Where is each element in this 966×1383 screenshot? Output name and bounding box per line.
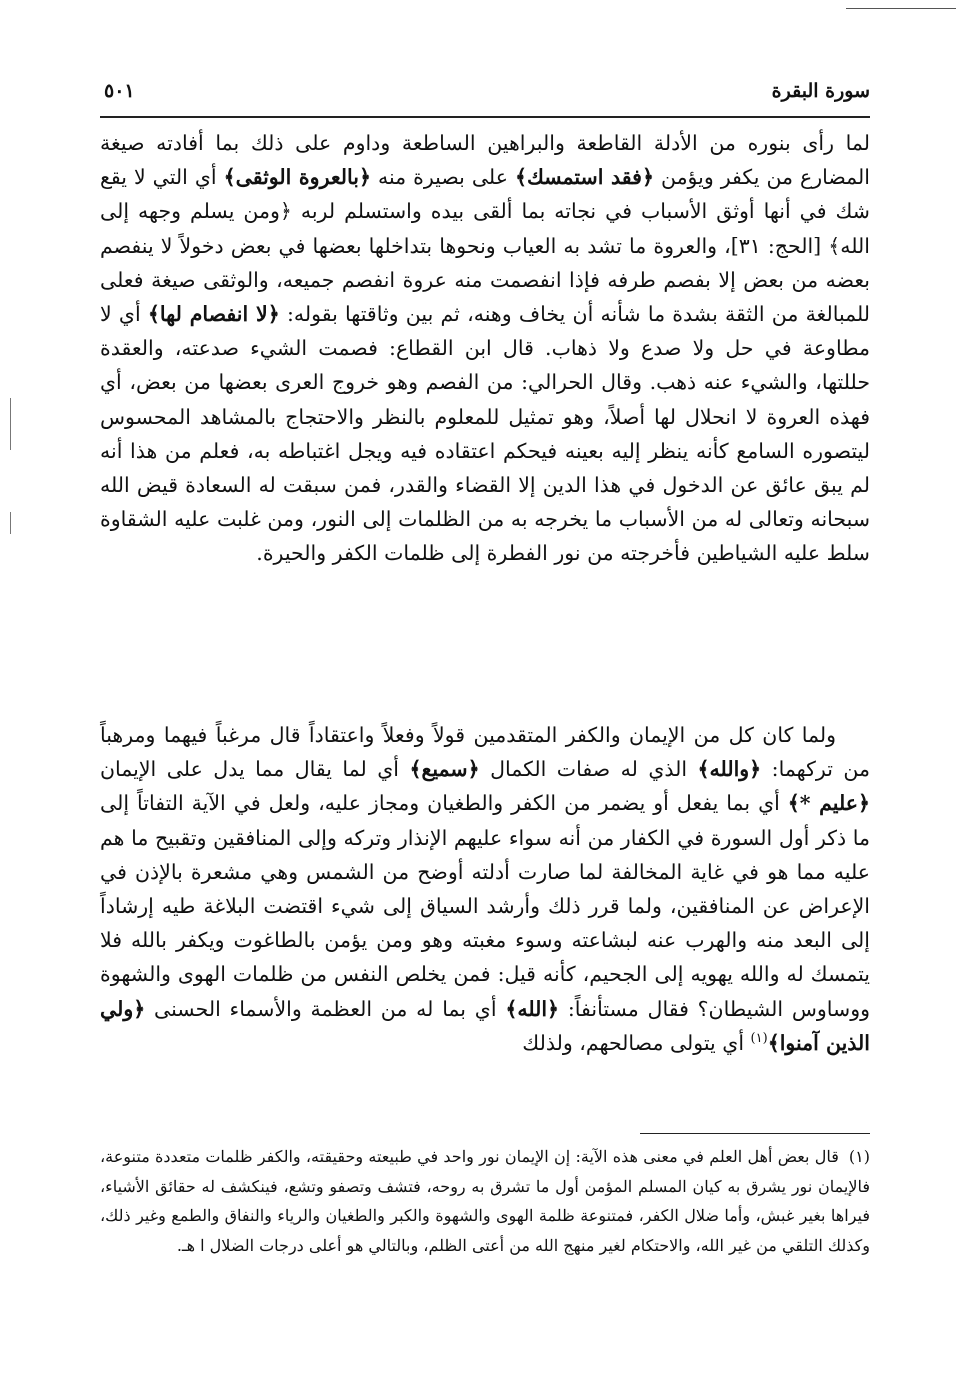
text-run: الذي له صفات الكمال: [479, 757, 698, 782]
paragraph-text: [100, 718, 870, 1060]
quran-quote: ﴿والله﴾: [697, 757, 762, 782]
surah-title: سورة البقرة: [771, 80, 870, 102]
top-scan-rule: [846, 8, 956, 9]
text-run: أي لما يقال مما يدل على الإيمان: [100, 757, 410, 782]
text-run: أي بما يفعل أو يضمر من الكفر والطغيان ومجاز عليه، ولعل في الآية التفاتاً إلى ما ذكر أول السورة في الكفار من أنه سواء عليهم الإنذار وتركه وإلى المنافقين وتقبيح ما هم عليه مما هو في غاية المخالفة لما صارت أدلته أوضح من الشمس وهي مشعرة بالإذن في الإعراض عن المنافقين، ولما قرر ذلك وأرشد السياق إلى شيء اقتضت البلاغة طيه إرشاداً إلى البعد منه والهرب عنه لبشاعته وسوء مغبته وهو ومن يؤمن بالطاغوت ويكفر بالله فلا يتمسك له والله يهويه إلى الجحيم، كأنه قيل: فمن يخلص النفس من ظلمات الهوى والشهوة ووساوس الشيطان؟ فقال مستأنفاً:: [100, 791, 870, 1021]
quran-quote: ﴿عليم *﴾: [787, 791, 870, 816]
scan-edge-mark: [10, 398, 11, 450]
paragraph-2: [100, 718, 870, 1060]
quran-quote: ﴿الله﴾: [505, 996, 560, 1021]
text-run: أي بما له من العظمة والأسماء الحسنى: [145, 996, 506, 1021]
scan-edge-mark: [10, 512, 11, 534]
text-run: على بصيرة منه: [370, 165, 515, 190]
footnote-marker: (١): [848, 1147, 870, 1166]
footnote: [100, 1142, 870, 1260]
quran-quote: ﴿لا انفصام لها﴾: [147, 302, 280, 327]
quran-quote: ﴿ولي الذين آمنوا﴾: [100, 996, 870, 1055]
page-number: ٥٠١: [104, 80, 135, 102]
text-run: لما رأى بنوره من الأدلة القاطعة والبراهين الساطعة وداوم على ذلك بما أفادته صيغة المضارع من يكفر ويؤمن: [100, 131, 870, 190]
footnote-reference[interactable]: (١): [750, 1031, 768, 1046]
page-header: [100, 78, 870, 118]
footnote-separator: [640, 1133, 870, 1134]
quran-quote: ﴿بالعروة الوثقى﴾: [223, 165, 371, 190]
paragraph-text: [100, 126, 870, 571]
quran-quote: ﴿فقد استمسك﴾: [514, 165, 654, 190]
footnote-text: قال بعض أهل العلم في معنى هذه الآية: إن الإيمان نور واحد في طبيعته وحقيقته، والكفر ظلمات متعددة متنوعة، فالإيمان نور يشرق به كيان المسلم المؤمن أول ما تشرق به روحه، فتشف وتصفو وتشع، فينكشف له حقائق الأشياء، فيراها بغير غبش، وأما ضلال الكفر، فمتنوعة ظلمة الهوى والشهوة والكبر والطغيان والرياء والنفاق والطمع وغير ذلك، وكذلك التلقي من غير الله، والاحتكام لغير منهج الله من أعتى الظلم، وبالتالي هو أعلى درجات الضلال ا هـ.: [100, 1147, 870, 1255]
text-run: أي يتولى مصالحهم، ولذلك: [522, 1030, 751, 1055]
paragraph-1: [100, 126, 870, 571]
text-run: ولما كان كل من الإيمان والكفر المتقدمين قولاً وفعلاً واعتقاداً قال مرغباً فيهما ومرهباً من تركهما:: [100, 723, 870, 782]
quran-quote: ﴿سميع﴾: [409, 757, 480, 782]
text-run: أي لا مطاوعة في حل ولا صدع ولا ذهاب. قال ابن القطاع: فصمت الشيء صدعته، والعقدة حللتها، والشيء عنه ذهب. وقال الحرالي: من الفصم وهو خروج العرى بعضها من بعض، أي فهذه العروة لا انحلال لها أصلاً، وهو تمثيل للمعلوم بالنظر والاحتجاج بالمشاهد المحسوس ليتصوره السامع كأنه ينظر إليه بعينه فيحكم اعتقاده فيه ويجل اغتباطه به، فعلم من هذا أنه لم يبق عائق عن الدخول في هذا الدين إلا القضاء والقدر، فمن سبقت له السعادة قيض الله سبحانه وتعالى له من الأسباب ما يخرجه به من الظلمات إلى النور، ومن غلبت عليه الشقاوة سلط عليه الشياطين فأخرجته من نور الفطرة إلى ظلمات الكفر والحيرة.: [100, 302, 870, 566]
text-run: أي التي لا يقع شك في أنها أوثق الأسباب في نجاته بما ألقى بيده واستسلم لربه ﴿ومن يسلم وجهه إلى الله﴾ [الحج: ٣١]، والعروة ما تشد به العياب ونحوها بتداخلها بعضها في بعض دخولاً لا ينفصم بعضه من بعض إلا بفصم طرفه فإذا انفصمت منه عروة انفصم جميعه، والوثقى صيغة فعلى للمبالغة من الثقة بشدة ما شأنه أن يخاف وهنه، ثم بين وثاقتها بقوله:: [100, 165, 871, 327]
